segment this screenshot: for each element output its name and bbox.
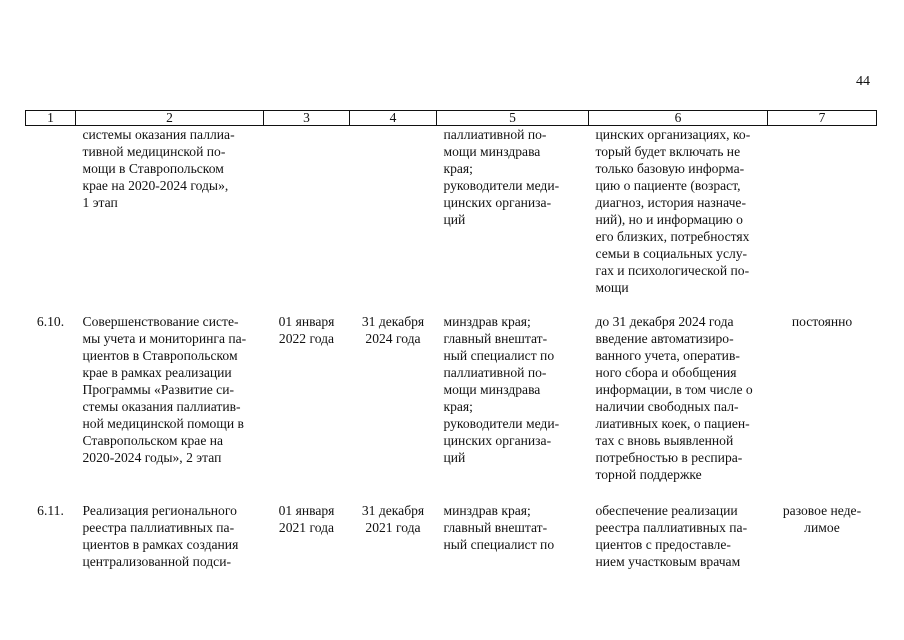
start-date: 01 января 2021 года: [278, 503, 335, 535]
column-header: 6: [589, 111, 768, 126]
column-header: 5: [437, 111, 589, 126]
end-date: 31 декабря 2024 года: [361, 314, 425, 346]
periodicity: постоянно: [791, 314, 853, 329]
periodicity: разовое неде- лимое: [782, 503, 862, 535]
column-header: 4: [350, 111, 437, 126]
expected-result: цинских организациях, ко- торый будет включать не только базовую информа- цию о пациенте (возраст, диагноз, история назначе- ний), но и информацию о его близких, потребностях семьи в социальных услу- гах и психологической по- мощи: [595, 127, 751, 295]
start-date: 01 января 2022 года: [278, 314, 335, 346]
periodicity: [768, 126, 877, 299]
measure-title: Реализация регионального реестра паллиативных па- циентов в рамках создания централизованной подси-: [82, 503, 239, 569]
column-header: 1: [26, 111, 76, 126]
responsible: минздрав края; главный внештат- ный специалист по: [443, 503, 555, 552]
expected-result: обеспечение реализации реестра паллиативных па- циентов с предоставле- нием участковым врачам: [595, 503, 748, 569]
page-number: 44: [856, 74, 870, 89]
plan-table: [25, 110, 877, 570]
measure-title: системы оказания паллиа- тивной медицинской по- мощи в Ставропольском крае на 2020-2024 годы», 1 этап: [82, 127, 235, 210]
start-date: [264, 126, 350, 299]
header-row: [26, 111, 877, 126]
responsible: паллиативной по- мощи минздрава края; руководители меди- цинских организа- ций: [443, 127, 560, 227]
measure-title: Совершенствование систе- мы учета и мониторинга па- циентов в Ставропольском крае в рамках реализации Программы «Развитие си- стемы оказания паллиатив- ной медицинской помощи в Ставропольском крае на 2020-2024 годы», 2 этап: [82, 314, 247, 465]
item-number: 6.11.: [37, 503, 64, 518]
table-row: [26, 298, 877, 488]
responsible: минздрав края; главный внештат- ный специалист по паллиативной по- мощи минздрава края; руководители меди- цинских организа- ций: [443, 314, 560, 465]
column-header: 3: [264, 111, 350, 126]
end-date: 31 декабря 2021 года: [361, 503, 425, 535]
table-row: [26, 126, 877, 299]
column-header: 2: [76, 111, 264, 126]
item-number: [26, 126, 76, 299]
table-row: [26, 488, 877, 570]
column-header: 7: [768, 111, 877, 126]
end-date: [350, 126, 437, 299]
item-number: 6.10.: [36, 314, 65, 329]
expected-result: до 31 декабря 2024 года введение автоматизиро- ванного учета, оператив- ного сбора и обобщения информации, в том числе о наличии свободных пал- лиативных коек, о пациен- тах с вновь выявленной потребностью в респира- торной поддержке: [595, 314, 753, 482]
